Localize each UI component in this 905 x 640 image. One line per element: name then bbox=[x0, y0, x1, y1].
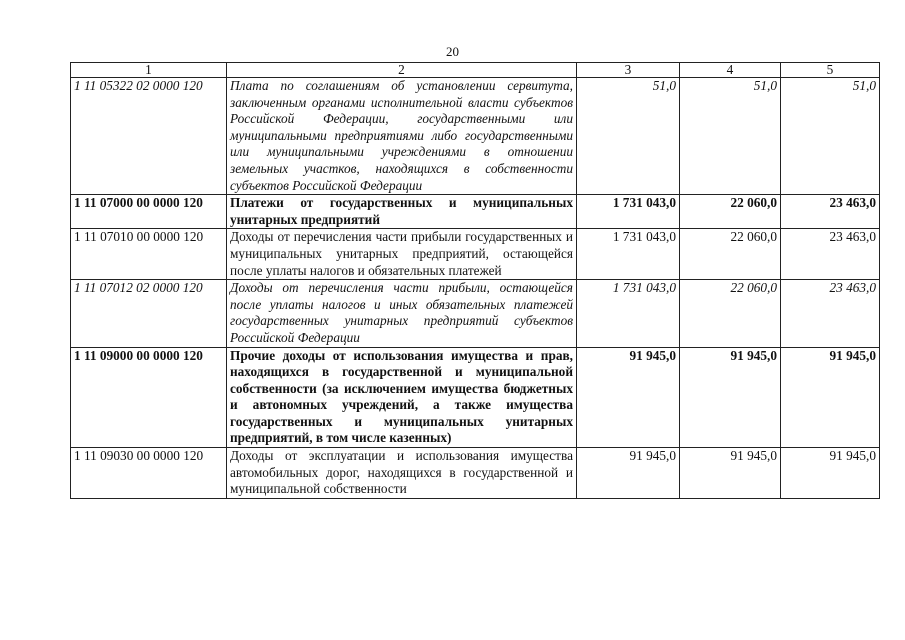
row-value-col3: 91 945,0 bbox=[577, 347, 680, 448]
row-value-col5: 51,0 bbox=[781, 78, 880, 195]
column-header-3: 3 bbox=[577, 63, 680, 78]
table-row bbox=[71, 280, 880, 347]
table-row bbox=[71, 78, 880, 195]
row-description: Платежи от государственных и муниципальных унитарных предприятий bbox=[227, 195, 577, 229]
row-value-col5: 23 463,0 bbox=[781, 229, 880, 280]
table-row bbox=[71, 347, 880, 448]
row-value-col5: 91 945,0 bbox=[781, 347, 880, 448]
row-value-col3: 1 731 043,0 bbox=[577, 195, 680, 229]
row-value-col4: 91 945,0 bbox=[680, 448, 781, 499]
column-header-1: 1 bbox=[71, 63, 227, 78]
row-value-col5: 91 945,0 bbox=[781, 448, 880, 499]
table-row bbox=[71, 448, 880, 499]
row-value-col5: 23 463,0 bbox=[781, 195, 880, 229]
page-number: 20 bbox=[446, 44, 459, 59]
row-description: Плата по соглашениям об установлении сервитута, заключенным органами исполнительной власти субъектов Российской Федерации, государственными или муниципальными предприятиями либо государственными или муниципальными учреждениями в отношении земельных участков, находящихся в собственности субъектов Российской Федерации bbox=[227, 78, 577, 195]
row-value-col3: 1 731 043,0 bbox=[577, 280, 680, 347]
row-code: 1 11 07012 02 0000 120 bbox=[71, 280, 227, 347]
row-value-col4: 51,0 bbox=[680, 78, 781, 195]
row-description: Доходы от перечисления части прибыли государственных и муниципальных унитарных предприятий, остающейся после уплаты налогов и обязательных платежей bbox=[227, 229, 577, 280]
column-header-4: 4 bbox=[680, 63, 781, 78]
row-code: 1 11 07010 00 0000 120 bbox=[71, 229, 227, 280]
row-value-col3: 51,0 bbox=[577, 78, 680, 195]
row-value-col4: 22 060,0 bbox=[680, 229, 781, 280]
budget-table bbox=[70, 62, 880, 499]
row-description: Прочие доходы от использования имущества и прав, находящихся в государственной и муниципальной собственности (за исключением имущества бюджетных и автономных учреждений, а также имущества государственных и муниципальных унитарных предприятий, в том числе казенных) bbox=[227, 347, 577, 448]
row-code: 1 11 07000 00 0000 120 bbox=[71, 195, 227, 229]
row-value-col5: 23 463,0 bbox=[781, 280, 880, 347]
row-description: Доходы от перечисления части прибыли, остающейся после уплаты налогов и иных обязательных платежей государственных унитарных предприятий субъектов Российской Федерации bbox=[227, 280, 577, 347]
table-row bbox=[71, 195, 880, 229]
column-header-5: 5 bbox=[781, 63, 880, 78]
table-header-row bbox=[71, 63, 880, 78]
row-description: Доходы от эксплуатации и использования имущества автомобильных дорог, находящихся в государственной и муниципальной собственности bbox=[227, 448, 577, 499]
row-value-col4: 91 945,0 bbox=[680, 347, 781, 448]
table-row bbox=[71, 229, 880, 280]
column-header-2: 2 bbox=[227, 63, 577, 78]
row-value-col3: 1 731 043,0 bbox=[577, 229, 680, 280]
row-value-col4: 22 060,0 bbox=[680, 195, 781, 229]
row-value-col3: 91 945,0 bbox=[577, 448, 680, 499]
row-value-col4: 22 060,0 bbox=[680, 280, 781, 347]
row-code: 1 11 09000 00 0000 120 bbox=[71, 347, 227, 448]
row-code: 1 11 09030 00 0000 120 bbox=[71, 448, 227, 499]
row-code: 1 11 05322 02 0000 120 bbox=[71, 78, 227, 195]
